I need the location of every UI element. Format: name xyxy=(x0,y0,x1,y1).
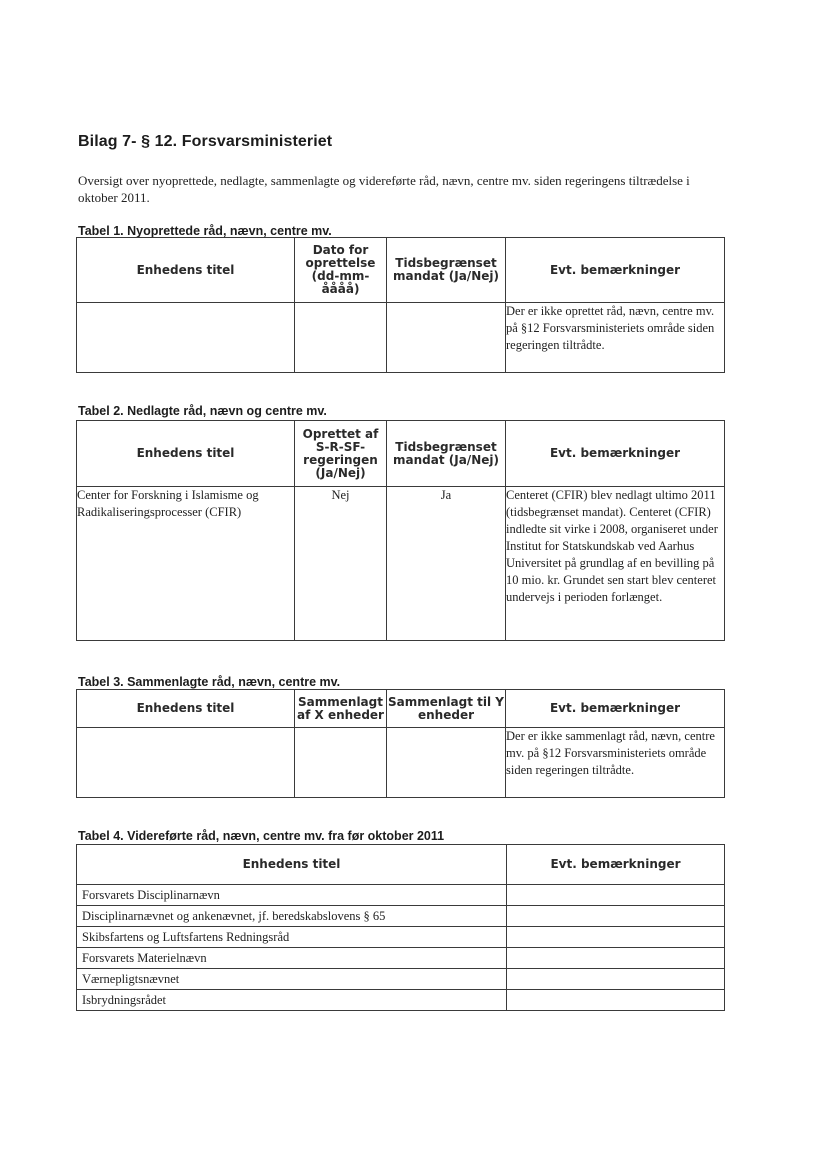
table-cell xyxy=(507,990,725,1011)
table-cell xyxy=(77,728,295,798)
column-header: Enhedens titel xyxy=(77,845,507,885)
column-header: Enhedens titel xyxy=(77,238,295,303)
column-header: Evt. bemærkninger xyxy=(506,690,725,728)
table-cell xyxy=(507,885,725,906)
table4-caption: Tabel 4. Videreførte råd, nævn, centre mv. fra før oktober 2011 xyxy=(78,829,445,843)
table-cell xyxy=(295,728,387,798)
table-cell xyxy=(77,303,295,373)
table-row xyxy=(77,487,725,641)
intro-paragraph: Oversigt over nyoprettede, nedlagte, sammenlagte og videreførte råd, nævn, centre mv. siden regeringens tiltrædelse i oktober 2011. xyxy=(78,173,690,205)
table-row xyxy=(77,728,725,798)
column-header: Evt. bemærkninger xyxy=(507,845,725,885)
table-cell: Center for Forskning i Islamisme og Radikaliseringsprocesser (CFIR) xyxy=(77,487,295,641)
table3-caption: Tabel 3. Sammenlagte råd, nævn, centre mv. xyxy=(78,675,341,689)
table-cell: Værnepligtsnævnet xyxy=(77,969,507,990)
column-header: Sammenlagt til Y enheder xyxy=(387,690,506,728)
table-row xyxy=(77,906,725,927)
table-cell: Der er ikke sammenlagt råd, nævn, centre mv. på §12 Forsvarsministeriets område siden regeringen tiltrådte. xyxy=(506,728,725,798)
table2-caption: Tabel 2. Nedlagte råd, nævn og centre mv. xyxy=(78,404,327,418)
table-header-row xyxy=(77,845,725,885)
table-cell: Skibsfartens og Luftsfartens Redningsråd xyxy=(77,927,507,948)
table-cell: Forsvarets Materielnævn xyxy=(77,948,507,969)
column-header: Evt. bemærkninger xyxy=(506,238,725,303)
table-cell: Forsvarets Disciplinarnævn xyxy=(77,885,507,906)
table1-caption: Tabel 1. Nyoprettede råd, nævn, centre mv. xyxy=(78,224,332,238)
column-header: Enhedens titel xyxy=(77,690,295,728)
table-nedlagte xyxy=(76,420,725,641)
table-row xyxy=(77,990,725,1011)
table-cell: Nej xyxy=(295,487,387,641)
table-header-row xyxy=(77,690,725,728)
column-header: Sammenlagt af X enheder xyxy=(295,690,387,728)
column-header: Oprettet af S-R-SF-regeringen (Ja/Nej) xyxy=(295,421,387,487)
table-row xyxy=(77,303,725,373)
column-header: Tidsbegrænset mandat (Ja/Nej) xyxy=(387,238,506,303)
column-header: Tidsbegrænset mandat (Ja/Nej) xyxy=(387,421,506,487)
table-cell xyxy=(387,728,506,798)
table-cell: Disciplinarnævnet og ankenævnet, jf. beredskabslovens § 65 xyxy=(77,906,507,927)
table-cell xyxy=(507,906,725,927)
table-cell: Der er ikke oprettet råd, nævn, centre mv. på §12 Forsvarsministeriets område siden regeringen tiltrådte. xyxy=(506,303,725,373)
table-row xyxy=(77,969,725,990)
table-row xyxy=(77,927,725,948)
table-cell: Centeret (CFIR) blev nedlagt ultimo 2011 (tidsbegrænset mandat). Centeret (CFIR) indledte sit virke i 2008, organiseret under Institut for Statskundskab ved Aarhus Universitet på grundlag af en bevilling på 10 mio. kr. Grundet sen start blev centeret undervejs i perioden forlænget. xyxy=(506,487,725,641)
column-header: Evt. bemærkninger xyxy=(506,421,725,487)
page-title: Bilag 7- § 12. Forsvarsministeriet xyxy=(78,133,333,150)
column-header: Enhedens titel xyxy=(77,421,295,487)
table-cell: Isbrydningsrådet xyxy=(77,990,507,1011)
table-cell xyxy=(507,969,725,990)
table-sammenlagte xyxy=(76,689,725,798)
table-cell: Ja xyxy=(387,487,506,641)
table-row xyxy=(77,885,725,906)
table-row xyxy=(77,948,725,969)
table-videreforte xyxy=(76,844,725,1011)
table-header-row xyxy=(77,421,725,487)
table-header-row xyxy=(77,238,725,303)
table-cell xyxy=(387,303,506,373)
table-nyoprettede xyxy=(76,237,725,373)
table-cell xyxy=(295,303,387,373)
table-cell xyxy=(507,927,725,948)
column-header: Dato for oprettelse (dd-mm-åååå) xyxy=(295,238,387,303)
table-cell xyxy=(507,948,725,969)
